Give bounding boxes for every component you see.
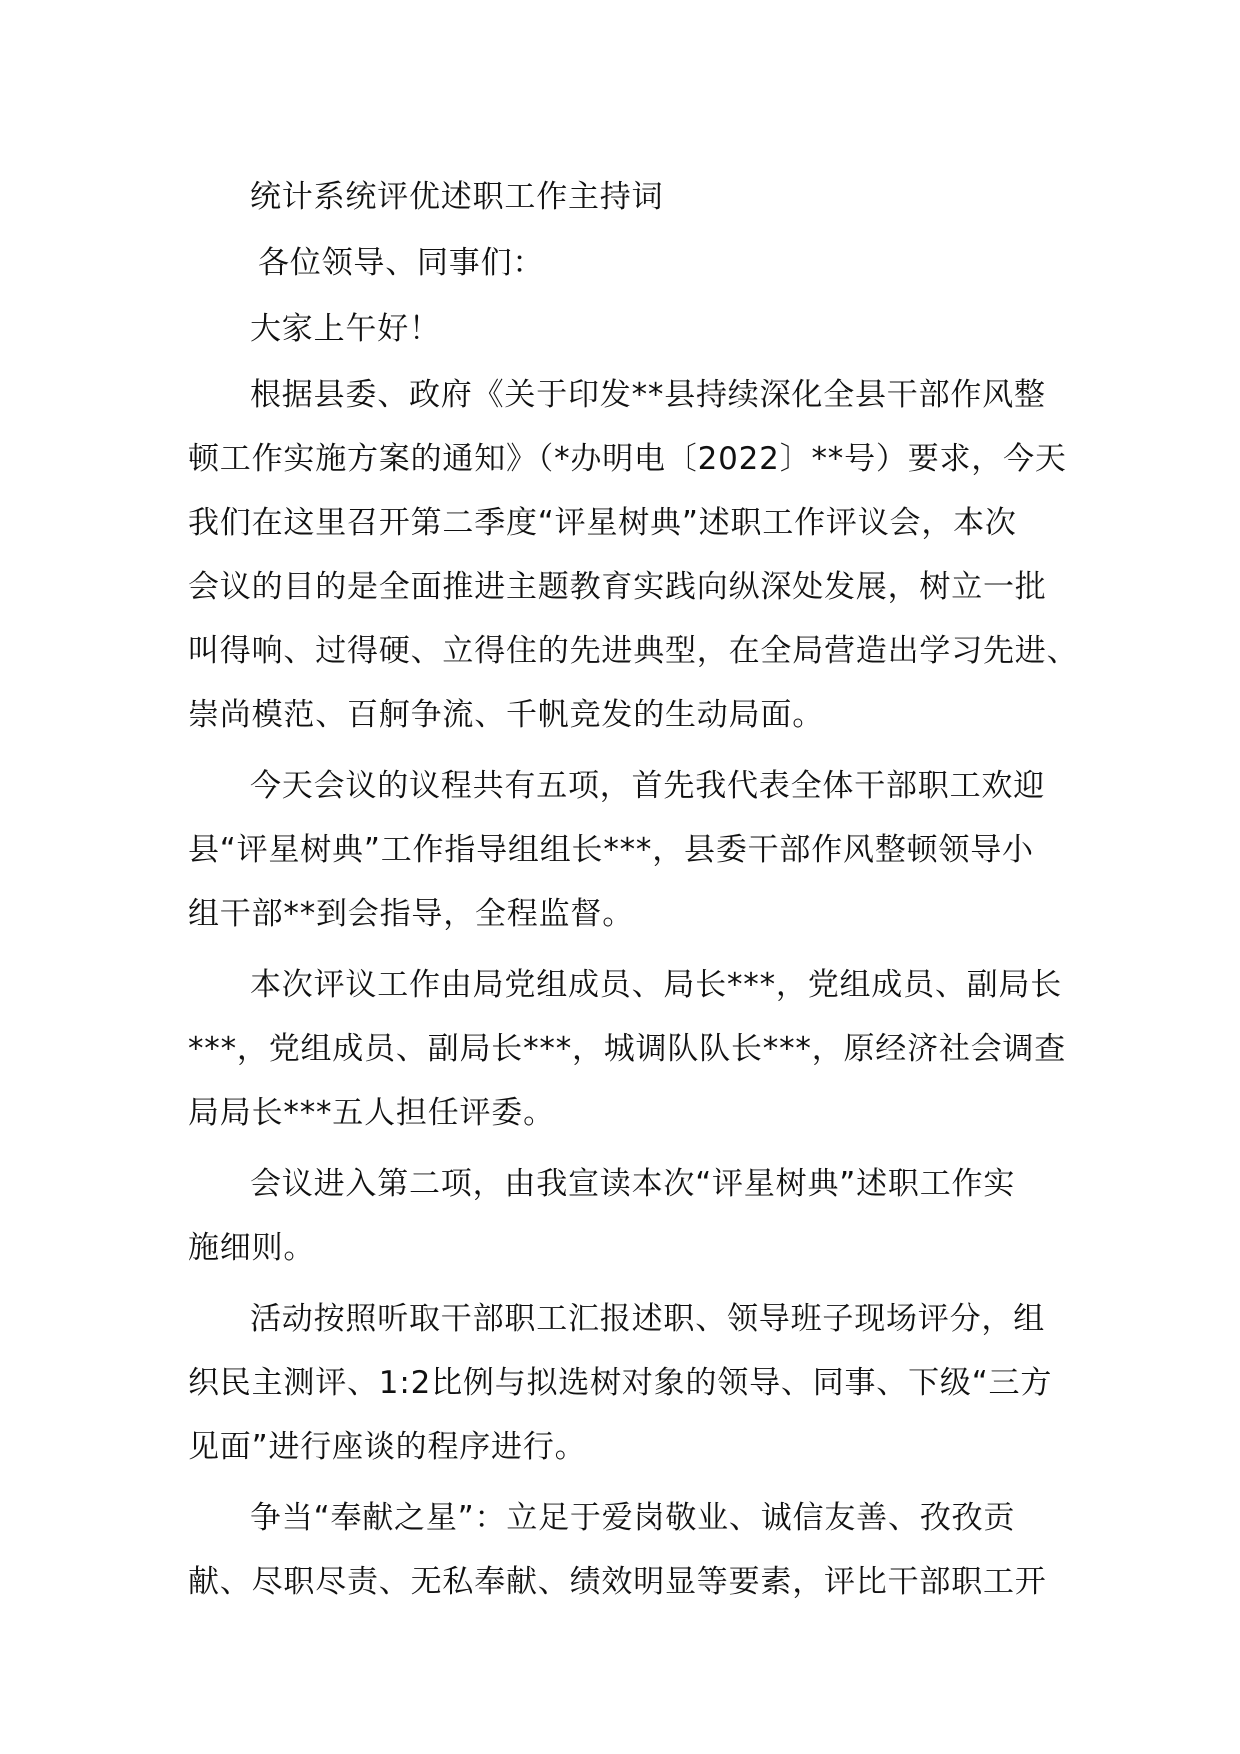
paragraph-line: 县“评星树典”工作指导组组长***，县委干部作风整顿领导小 (188, 832, 1034, 868)
paragraph-meeting-purpose (188, 368, 1108, 752)
paragraph-line: ***，党组成员、副局长***，城调队队长***，原经济社会调查 (188, 1031, 1067, 1067)
paragraph-agenda (188, 759, 1108, 951)
document-title: 统计系统评优述职工作主持词 (250, 179, 664, 215)
paragraph-line: 顿工作实施方案的通知》（*办明电〔2022〕**号）要求，今天 (188, 441, 1067, 477)
paragraph-line: 献、尽职尽责、无私奉献、绩效明显等要素，评比干部职工开 (188, 1564, 1047, 1600)
paragraph-line: 我们在这里召开第二季度“评星树典”述职工作评议会，本次 (188, 505, 1017, 541)
paragraph-dedication-star (188, 1491, 1108, 1619)
paragraph-line: 织民主测评、1:2比例与拟选树对象的领导、同事、下级“三方 (188, 1365, 1053, 1401)
paragraph-line: 局局长***五人担任评委。 (188, 1095, 555, 1131)
paragraph-line: 叫得响、过得硬、立得住的先进典型，在全局营造出学习先进、 (188, 633, 1079, 669)
paragraph-procedure (188, 1292, 1108, 1484)
document-body (188, 170, 1108, 1626)
paragraph-line: 活动按照听取干部职工汇报述职、领导班子现场评分，组 (250, 1301, 1045, 1337)
paragraph-line: 本次评议工作由局党组成员、局长***，党组成员、副局长 (250, 967, 1063, 1003)
paragraph-line: 今天会议的议程共有五项，首先我代表全体干部职工欢迎 (250, 768, 1045, 804)
greeting: 大家上午好！ (250, 311, 441, 347)
paragraph-line: 施细则。 (188, 1230, 316, 1266)
paragraph-line: 会议进入第二项，由我宣读本次“评星树典”述职工作实 (250, 1166, 1016, 1202)
paragraph-line: 争当“奉献之星”：立足于爱岗敬业、诚信友善、孜孜贡 (250, 1500, 1016, 1536)
paragraph-second-item (188, 1157, 1108, 1285)
paragraph-judges (188, 958, 1108, 1150)
paragraph-line: 见面”进行座谈的程序进行。 (188, 1429, 587, 1465)
paragraph-line: 会议的目的是全面推进主题教育实践向纵深处发展，树立一批 (188, 569, 1047, 605)
paragraph-line: 崇尚模范、百舸争流、千帆竞发的生动局面。 (188, 697, 824, 733)
paragraph-line: 根据县委、政府《关于印发**县持续深化全县干部作风整 (250, 377, 1046, 413)
salutation: 各位领导、同事们： (258, 245, 545, 281)
paragraph-line: 组干部**到会指导，全程监督。 (188, 896, 634, 932)
